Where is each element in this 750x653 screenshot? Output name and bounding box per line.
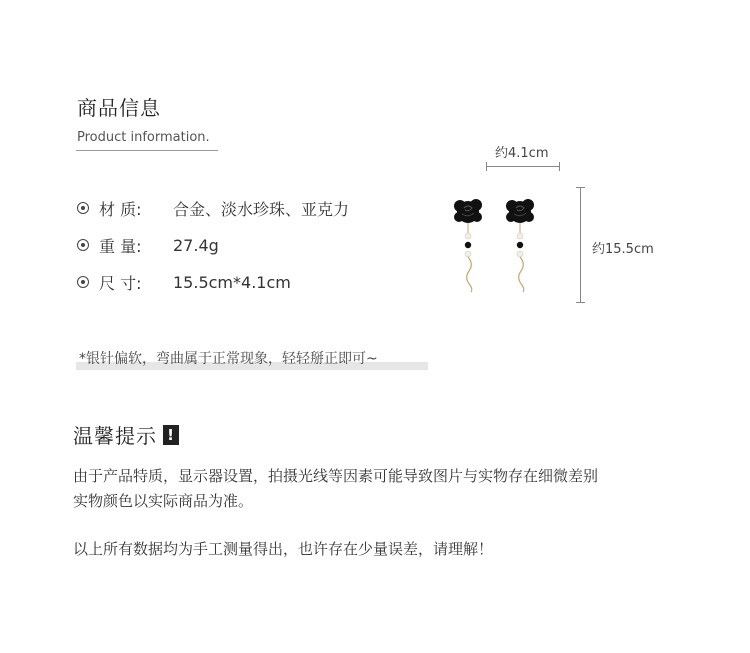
earring-right	[506, 199, 534, 292]
page-subtitle: Product information.	[77, 130, 210, 145]
tips-title-text: 温馨提示	[73, 424, 157, 448]
tips-line: 由于产品特质，显示器设置，拍摄光线等因素可能导致图片与实物存在细微差别	[73, 467, 599, 485]
bullet-icon	[77, 276, 89, 288]
spec-label: 材 质:	[99, 199, 142, 219]
width-label: 约4.1cm	[495, 146, 549, 161]
exclamation-icon: !	[163, 425, 179, 445]
care-note: *银针偏软，弯曲属于正常现象，轻轻掰正即可~	[79, 351, 378, 367]
subtitle-underline	[76, 150, 218, 151]
spec-value: 15.5cm*4.1cm	[173, 272, 291, 292]
height-dimension-line	[580, 187, 581, 303]
spec-label: 重 量:	[99, 236, 142, 256]
earring-left	[454, 199, 482, 292]
width-dimension-line	[486, 166, 560, 167]
spec-value: 27.4g	[173, 235, 219, 255]
tips-paragraph-1	[73, 464, 673, 514]
height-dimension-cap	[576, 302, 585, 303]
rose-flower	[506, 199, 534, 223]
height-dimension-cap	[576, 187, 585, 188]
width-dimension-cap	[559, 162, 560, 171]
page-title: 商品信息	[77, 96, 161, 120]
tips-line: 实物颜色以实际商品为准。	[73, 492, 254, 510]
spec-row-material	[77, 196, 349, 220]
bullet-icon	[77, 239, 89, 251]
spec-value: 合金、淡水珍珠、亚克力	[173, 199, 350, 219]
spec-row-size	[77, 270, 291, 294]
spec-row-weight	[77, 233, 219, 257]
tips-title	[73, 420, 179, 449]
tips-paragraph-2: 以上所有数据均为手工测量得出，也许存在少量误差，请理解！	[73, 540, 494, 558]
height-label: 约15.5cm	[592, 242, 654, 257]
earrings-image	[440, 190, 550, 300]
rose-flower	[454, 199, 482, 223]
width-dimension-cap	[486, 162, 487, 171]
bullet-icon	[77, 202, 89, 214]
spec-label: 尺 寸:	[99, 273, 142, 293]
